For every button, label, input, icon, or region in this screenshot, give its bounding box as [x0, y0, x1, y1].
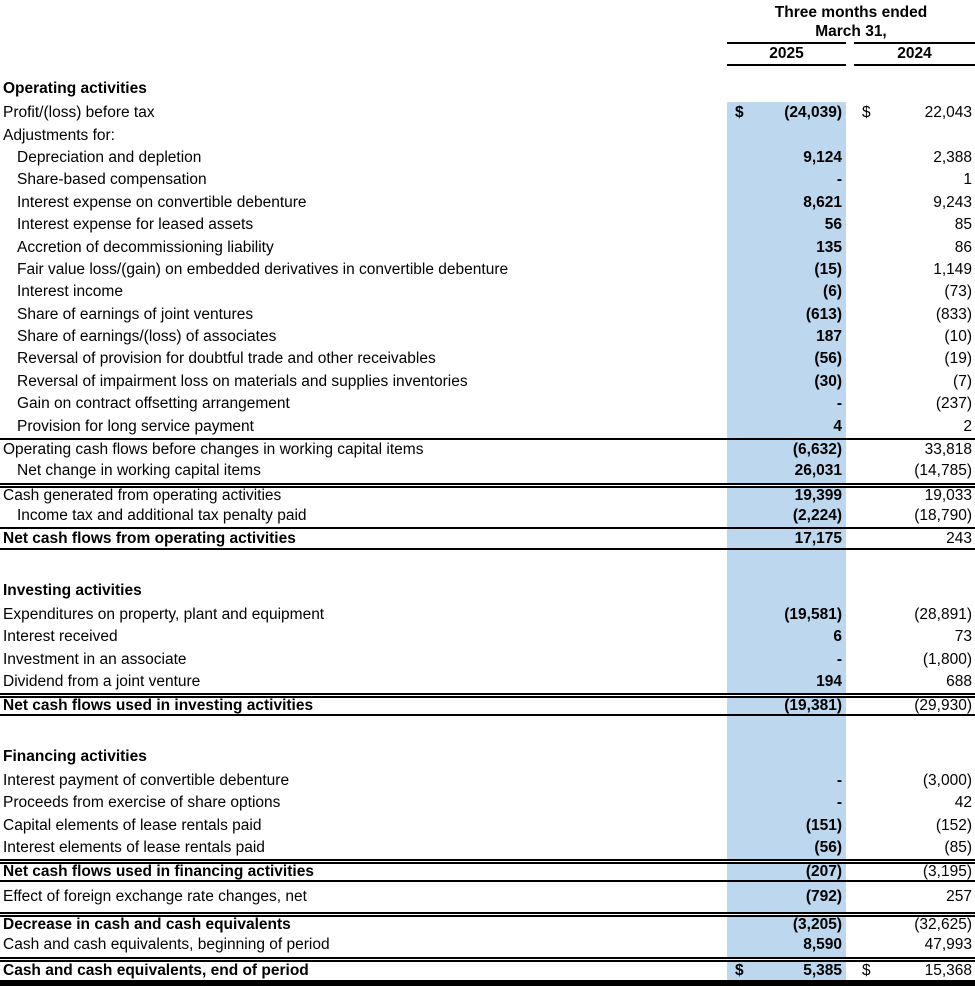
table-row: [0, 505, 975, 527]
value-2024: [854, 236, 975, 258]
value-2025: [727, 604, 846, 626]
amount-2025: (613): [805, 305, 842, 323]
amount-2025: 17,175: [794, 529, 842, 547]
column-gap: [846, 962, 854, 980]
column-gap: [846, 236, 854, 258]
column-gap: [846, 716, 854, 737]
amount-2024: (14,785): [914, 462, 972, 480]
value-2025: [727, 626, 846, 648]
value-2024: [854, 604, 975, 626]
amount-2024: 47,993: [924, 936, 972, 954]
table-row: [0, 460, 975, 482]
value-2025: [727, 440, 846, 460]
value-2024: [854, 488, 975, 505]
value-2024: [854, 371, 975, 393]
row-label: Financing activities: [3, 747, 147, 765]
column-gap: [846, 415, 854, 437]
value-2024: [854, 415, 975, 437]
row-label: Income tax and additional tax penalty paid: [17, 507, 307, 525]
amount-2025: (24,039): [784, 104, 842, 122]
amount-2024: (29,930): [914, 697, 972, 715]
column-gap: [846, 864, 854, 879]
column-gap: [846, 571, 854, 604]
column-gap: [846, 169, 854, 191]
amount-2024: 2,388: [933, 148, 972, 166]
row-label: Interest expense for leased assets: [17, 216, 254, 234]
amount-2024: (152): [935, 816, 972, 834]
value-2024: [854, 864, 975, 879]
value-2024: [854, 259, 975, 281]
value-2024: [854, 550, 975, 571]
column-gap: [846, 917, 854, 934]
row-label: Net cash flows used in financing activities: [3, 863, 314, 881]
amount-2024: (7): [953, 372, 972, 390]
value-2024: [854, 169, 975, 191]
table-row: [0, 934, 975, 956]
amount-2024: (28,891): [914, 606, 972, 623]
amount-2024: 1,149: [933, 260, 972, 278]
amount-2024: 2: [963, 417, 972, 435]
value-2024: [854, 571, 975, 604]
row-label: Operating activities: [3, 80, 147, 97]
table-row: [0, 326, 975, 348]
table-row: [0, 236, 975, 258]
table-row: [0, 192, 975, 214]
value-2025: [727, 192, 846, 214]
value-2025: [727, 698, 846, 713]
value-2025: [727, 962, 846, 980]
underline-segment-2024: [854, 42, 975, 44]
value-2025: [727, 671, 846, 693]
row-label: Interest elements of lease rentals paid: [3, 839, 265, 857]
value-2024: [854, 147, 975, 169]
column-gap: [846, 505, 854, 527]
row-label: Capital elements of lease rentals paid: [3, 816, 262, 834]
table-row: [0, 102, 975, 124]
value-2024: [854, 671, 975, 693]
value-2024: [854, 460, 975, 482]
column-gap: [846, 626, 854, 648]
value-2024: [854, 737, 975, 770]
column-gap: [846, 792, 854, 814]
row-label: Share of earnings of joint ventures: [17, 305, 254, 323]
table-row: [0, 483, 975, 505]
value-2024: [854, 917, 975, 934]
row-label: Fair value loss/(gain) on embedded derivatives in convertible debenture: [17, 260, 509, 278]
row-label: Net change in working capital items: [17, 462, 261, 480]
value-2025: [727, 837, 846, 859]
value-2025: [727, 488, 846, 505]
row-label: Provision for long service payment: [17, 417, 254, 435]
table-row: [0, 415, 975, 437]
value-2025: [727, 505, 846, 527]
value-2025: [727, 864, 846, 879]
table-row: [0, 169, 975, 191]
row-label: Adjustments for:: [3, 126, 115, 144]
table-row: [0, 792, 975, 814]
table-row: [0, 348, 975, 370]
table-row: [0, 393, 975, 415]
amount-2025: (792): [805, 887, 842, 905]
table-row: [0, 815, 975, 837]
amount-2025: -: [836, 650, 842, 668]
header-label-spacer: [0, 0, 727, 66]
column-gap: [846, 837, 854, 859]
value-2025: [727, 281, 846, 303]
amount-2024: (85): [944, 839, 972, 857]
amount-2025: (56): [814, 350, 842, 368]
row-label: Cash and cash equivalents, end of period: [3, 961, 309, 979]
amount-2024: 85: [954, 216, 972, 234]
row-label: Accretion of decommissioning liability: [17, 238, 274, 256]
value-2024: [854, 192, 975, 214]
table-row: [0, 626, 975, 648]
column-gap: [846, 649, 854, 671]
table-row: [0, 912, 975, 934]
row-label: Gain on contract offsetting arrangement: [17, 395, 290, 413]
row-label: Investing activities: [3, 581, 142, 599]
amount-2025: 56: [824, 216, 842, 234]
amount-2024: (18,790): [914, 507, 972, 525]
row-label: Interest received: [3, 628, 118, 646]
amount-2024: (73): [944, 283, 972, 301]
row-label: Interest income: [17, 283, 123, 301]
value-2025: [727, 147, 846, 169]
value-2025: [727, 124, 846, 146]
row-label: Profit/(loss) before tax: [3, 104, 155, 122]
value-2025: [727, 348, 846, 370]
value-2025: [727, 415, 846, 437]
table-row: [0, 147, 975, 169]
amount-2025: 9,124: [803, 148, 842, 166]
amount-2025: (56): [814, 839, 842, 857]
value-2024: [854, 440, 975, 460]
value-2024: [854, 882, 975, 912]
amount-2024: (1,800): [922, 650, 972, 668]
period-header-line2: March 31,: [815, 23, 887, 40]
row-label: Expenditures on property, plant and equipment: [3, 606, 325, 623]
value-2025: [727, 737, 846, 770]
value-2025: [727, 326, 846, 348]
amount-2025: (6,632): [792, 441, 842, 459]
value-2025: [727, 102, 846, 124]
amount-2025: (30): [814, 372, 842, 390]
amount-2024: 15,368: [924, 961, 972, 979]
table-row: [0, 837, 975, 859]
table-row: [0, 770, 975, 792]
column-gap: [846, 460, 854, 482]
amount-2024: 9,243: [933, 193, 972, 211]
value-2025: [727, 236, 846, 258]
table-row: [0, 649, 975, 671]
column-gap: [846, 124, 854, 146]
value-2024: [854, 934, 975, 956]
table-row: [0, 957, 975, 986]
value-2025: [727, 259, 846, 281]
row-label: Net cash flows used in investing activities: [3, 697, 314, 715]
value-2024: [854, 393, 975, 415]
value-2025: [727, 169, 846, 191]
row-label: Interest expense on convertible debenture: [17, 193, 307, 211]
row-label: Cash and cash equivalents, beginning of period: [3, 936, 330, 954]
column-gap: [846, 440, 854, 460]
table-row: [0, 304, 975, 326]
value-2025: [727, 649, 846, 671]
value-2024: [854, 505, 975, 527]
period-header: [727, 0, 975, 66]
amount-2024: (19): [944, 350, 972, 368]
row-label: Investment in an associate: [3, 650, 187, 668]
row-label: Reversal of impairment loss on materials and supplies inventories: [17, 372, 468, 390]
period-header-line1: Three months ended: [774, 4, 928, 21]
year-columns-row: [727, 45, 975, 66]
amount-2024: 688: [946, 673, 972, 691]
table-row: [0, 859, 975, 881]
amount-2025: 135: [816, 238, 842, 256]
row-label: Cash generated from operating activities: [3, 487, 282, 505]
column-gap: [846, 737, 854, 770]
spacer-row: [0, 550, 975, 571]
value-2025: [727, 460, 846, 482]
column-gap: [846, 66, 854, 102]
amount-2025: (151): [805, 816, 842, 834]
row-label: Dividend from a joint venture: [3, 673, 201, 691]
value-2024: [854, 102, 975, 124]
value-2025: [727, 882, 846, 912]
column-gap: [846, 550, 854, 571]
column-gap: [846, 529, 854, 547]
currency-symbol: $: [862, 961, 871, 979]
value-2025: [727, 550, 846, 571]
column-gap: [846, 192, 854, 214]
row-label: Proceeds from exercise of share options: [3, 794, 281, 812]
value-2024: [854, 326, 975, 348]
row-label: Share of earnings/(loss) of associates: [17, 328, 277, 346]
table-header: [0, 0, 975, 66]
value-2025: [727, 304, 846, 326]
column-gap: [846, 102, 854, 124]
section-row: [0, 737, 975, 770]
value-2024: [854, 716, 975, 737]
value-2025: [727, 371, 846, 393]
amount-2025: (3,205): [792, 916, 842, 934]
value-2025: [727, 934, 846, 956]
table-body: [0, 66, 975, 986]
column-gap: [846, 304, 854, 326]
column-gap: [846, 214, 854, 236]
amount-2024: 22,043: [924, 104, 972, 122]
column-gap: [846, 281, 854, 303]
section-row: [0, 571, 975, 604]
value-2024: [854, 304, 975, 326]
amount-2024: (32,625): [914, 916, 972, 934]
column-gap: [846, 698, 854, 713]
value-2025: [727, 571, 846, 604]
column-gap: [846, 770, 854, 792]
amount-2025: (6): [823, 283, 842, 301]
value-2024: [854, 698, 975, 713]
amount-2025: 8,590: [803, 936, 842, 954]
amount-2025: -: [836, 395, 842, 413]
value-2024: [854, 626, 975, 648]
amount-2024: 42: [954, 794, 972, 812]
value-2025: [727, 815, 846, 837]
amount-2025: 19,399: [794, 487, 842, 505]
column-gap: [846, 671, 854, 693]
table-row: [0, 527, 975, 549]
value-2025: [727, 214, 846, 236]
underline-segment-2025: [727, 42, 846, 44]
amount-2025: (19,581): [784, 606, 842, 623]
amount-2025: -: [836, 771, 842, 789]
column-gap: [846, 815, 854, 837]
column-gap: [846, 604, 854, 626]
value-2024: [854, 792, 975, 814]
column-gap: [846, 488, 854, 505]
amount-2025: 8,621: [803, 193, 842, 211]
value-2024: [854, 770, 975, 792]
amount-2024: (3,000): [922, 771, 972, 789]
amount-2024: 19,033: [924, 487, 972, 505]
amount-2025: 187: [816, 328, 842, 346]
value-2024: [854, 962, 975, 980]
column-gap: [846, 326, 854, 348]
table-row: [0, 604, 975, 626]
row-label: Interest payment of convertible debenture: [3, 771, 290, 789]
row-label: Decrease in cash and cash equivalents: [3, 916, 291, 934]
amount-2025: -: [836, 794, 842, 812]
row-label: Net cash flows from operating activities: [3, 529, 296, 547]
amount-2025: (2,224): [792, 507, 842, 525]
value-2025: [727, 770, 846, 792]
amount-2025: 6: [833, 628, 842, 646]
amount-2025: (19,381): [784, 697, 842, 715]
amount-2024: 243: [946, 529, 972, 547]
column-gap: [846, 393, 854, 415]
table-row: [0, 214, 975, 236]
amount-2025: 26,031: [794, 462, 842, 480]
amount-2024: 86: [954, 238, 972, 256]
value-2025: [727, 792, 846, 814]
amount-2025: 194: [816, 673, 842, 691]
table-row: [0, 671, 975, 693]
amount-2024: (833): [935, 305, 972, 323]
amount-2024: 257: [946, 887, 972, 905]
column-gap: [846, 934, 854, 956]
section-row: [0, 66, 975, 102]
table-row: [0, 259, 975, 281]
value-2024: [854, 214, 975, 236]
table-row: [0, 438, 975, 460]
value-2025: [727, 393, 846, 415]
value-2025: [727, 917, 846, 934]
column-gap: [846, 371, 854, 393]
value-2025: [727, 66, 846, 102]
table-row: [0, 882, 975, 912]
row-label: Operating cash flows before changes in working capital items: [3, 441, 424, 459]
column-gap: [846, 45, 854, 66]
amount-2024: (237): [935, 395, 972, 413]
amount-2024: 33,818: [924, 441, 972, 459]
currency-symbol: $: [735, 961, 744, 979]
value-2024: [854, 348, 975, 370]
value-2024: [854, 281, 975, 303]
value-2025: [727, 716, 846, 737]
column-gap: [846, 147, 854, 169]
table-row: [0, 371, 975, 393]
column-header-2024: 2024: [854, 45, 975, 66]
value-2024: [854, 529, 975, 547]
table-row: [0, 281, 975, 303]
value-2024: [854, 837, 975, 859]
row-label: Reversal of provision for doubtful trade and other receivables: [17, 350, 436, 368]
column-gap: [846, 348, 854, 370]
table-row: [0, 124, 975, 146]
amount-2025: (15): [814, 260, 842, 278]
row-label: Effect of foreign exchange rate changes, net: [3, 887, 307, 905]
amount-2025: -: [836, 171, 842, 189]
value-2024: [854, 649, 975, 671]
value-2025: [727, 529, 846, 547]
amount-2024: 73: [954, 628, 972, 646]
spacer-row: [0, 716, 975, 737]
amount-2024: 1: [963, 171, 972, 189]
value-2024: [854, 124, 975, 146]
table-row: [0, 693, 975, 715]
amount-2024: (10): [944, 328, 972, 346]
currency-symbol: $: [735, 104, 744, 122]
currency-symbol: $: [862, 104, 871, 122]
row-label: Share-based compensation: [17, 171, 207, 189]
value-2024: [854, 66, 975, 102]
column-gap: [846, 259, 854, 281]
row-label: Depreciation and depletion: [17, 148, 202, 166]
amount-2025: 4: [833, 417, 842, 435]
amount-2025: (207): [805, 863, 842, 881]
amount-2025: 5,385: [803, 961, 842, 979]
column-gap: [846, 882, 854, 912]
amount-2024: (3,195): [922, 863, 972, 881]
value-2024: [854, 815, 975, 837]
column-header-2025: 2025: [727, 45, 846, 66]
